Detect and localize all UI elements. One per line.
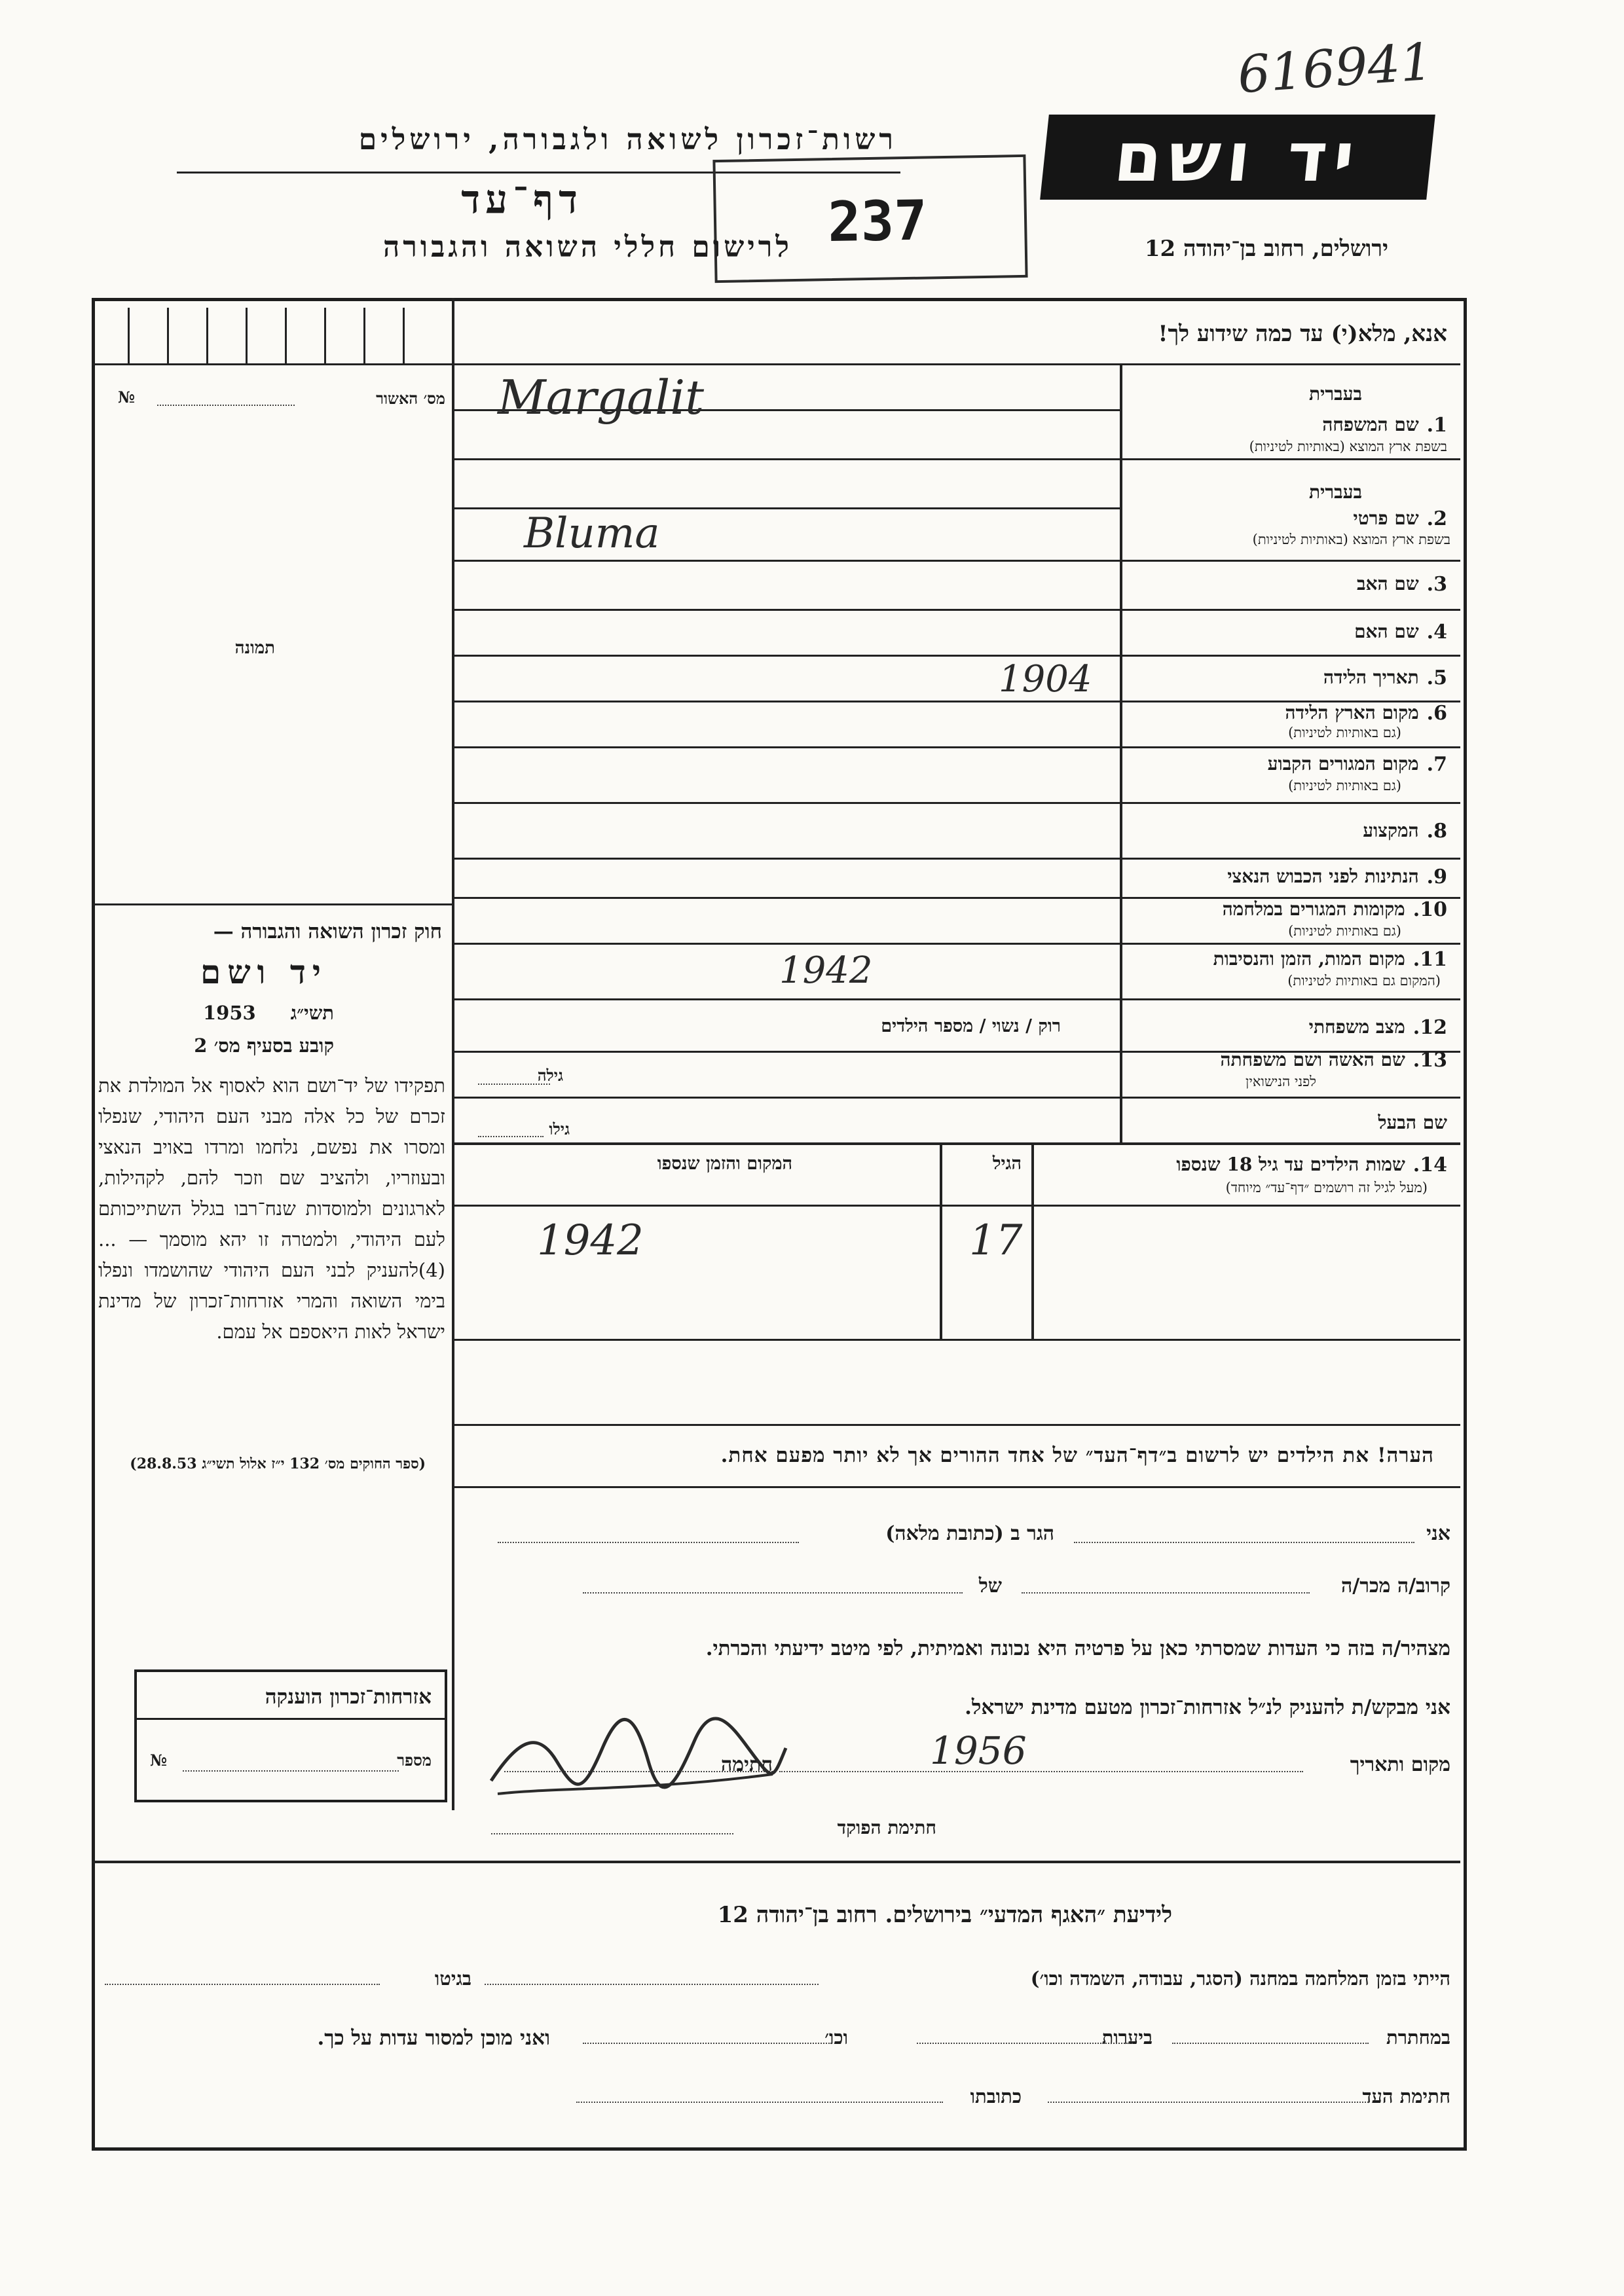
field-6-sub: (גם באותיות לטיניות) <box>1288 725 1401 740</box>
form-subtitle: לרישום חללי השואה והגבורה <box>382 230 792 264</box>
note-top-rule <box>452 1424 1460 1426</box>
field-10-sub: (גם באותיות לטיניות) <box>1288 923 1401 939</box>
wife-age-label: גילה <box>537 1066 563 1085</box>
footer-top-rule <box>92 1861 1460 1863</box>
decl-ani: אני <box>1426 1522 1450 1545</box>
footer-line2c: וכו׳ <box>824 2026 848 2049</box>
footer-line2b: ביערות <box>1101 2026 1153 2049</box>
decl-request: אני מבקש/ת להעניק לנ״ל אזרחות־זכרון מטעם מדינת ישראל. <box>965 1696 1450 1719</box>
birth-date-value: 1904 <box>999 658 1092 701</box>
surname-latin: Margalit <box>498 370 705 425</box>
logo-text: יד ושם <box>1111 117 1365 197</box>
child-death-year: 1942 <box>537 1216 644 1265</box>
authority-line: רשות־זכרון לשואה ולגבורה, ירושלים <box>358 123 897 156</box>
citizenship-box-title: אזרחות־זכרון הוענקה <box>265 1685 432 1709</box>
children-col-age: הגיל <box>992 1154 1022 1174</box>
field-3-label: 3. שם האב <box>1357 573 1447 596</box>
approval-strip-line <box>92 363 453 365</box>
field-2-label: 2. שם פרטי <box>1353 507 1447 530</box>
col-hebrew-2: בעברית <box>1308 481 1362 503</box>
field-1-label: 1. שם המשפחה <box>1322 414 1447 437</box>
field-7-label: 7. מקום המגורים הקבוע <box>1267 753 1447 776</box>
note-text: הערה! את הילדים יש לרשום ב״דף־העד״ של אחד ההורים אך לא יותר מפעם אחת. <box>720 1444 1434 1467</box>
law-source: (ספר החוקים מס׳ 132 י״ז אלול תשי״ג 28.8.53) <box>130 1455 426 1472</box>
law-name: יד ושם <box>200 953 327 991</box>
children-header-rule <box>452 1205 1460 1207</box>
husband-age-label: גילו <box>549 1120 570 1139</box>
field-8-label: 8. המקצוע <box>1363 820 1447 843</box>
first-name-latin: Bluma <box>524 509 660 558</box>
serial-number: 616941 <box>1236 32 1435 105</box>
clerk-signature-label: חתימת הפוקד <box>837 1817 936 1838</box>
witness-signature <box>478 1702 792 1813</box>
yad-vashem-logo <box>1040 115 1435 200</box>
decl-relative: קרוב/ה מכר/ה <box>1341 1575 1450 1597</box>
death-year-value: 1942 <box>779 949 873 992</box>
field-4-label: 4. שם האם <box>1354 621 1447 644</box>
form-title: דף־עד <box>461 177 583 223</box>
children-col-place: המקום והזמן שנספו <box>657 1154 792 1174</box>
law-clause: קובע בסעיף מס׳ 2 <box>194 1034 334 1057</box>
field-9-label: 9. הנתינות לפני הכבוש הנאצי <box>1227 866 1447 888</box>
decl-of: של <box>978 1575 1002 1597</box>
photo-label: תמונה <box>234 638 275 658</box>
children-col-divider-1 <box>1031 1142 1034 1339</box>
decl-statement: מצהיר/ה בזה כי העדות שמסרתי כאן על פרטיה היא נכונה ואמיתית, לפי מיטב ידיעתי והכרתי. <box>705 1637 1450 1660</box>
field-13-label: 13. שם האשה ושם משפחתה <box>1220 1049 1447 1072</box>
field-2-sub: בשפת ארץ המוצא (באותיות לטיניות) <box>1252 532 1450 547</box>
footer-line3a: חתימת העד <box>1362 2085 1450 2107</box>
approval-label: מס׳ האשור <box>376 389 445 408</box>
field-1-sub: בשפת ארץ המוצא (באותיות לטיניות) <box>1249 439 1447 454</box>
law-top-rule <box>92 903 453 905</box>
children-bottom-rule <box>452 1339 1460 1341</box>
law-text: תפקידו של יד־ושם הוא לאסוף אל המולדת את זכרם של כל אלה מבני העם היהודי, שנפלו ומסרו את נפשם, נלחמו ומרדו באויב הנאצי ובעוזריו, ולהציב שם וזכר להם, לקהילות, לארגונים ולמוסדות שנח־רבו בגלל השתייכותם לעם היהודי, ולמטרה זו יהא מוסמך — ...(4)להעניק לבני העם היהודי שהושמדו ונפלו בימי השואה והמרי אזרחות־זכרון של מדינת ישראל לאות היאספם אל עמם. <box>98 1074 445 1343</box>
law-year: 1953 <box>203 1002 256 1024</box>
place-date-label: מקום ותאריך <box>1350 1753 1450 1776</box>
law-title: חוק זכרון השואה והגבורה — <box>213 920 442 943</box>
top-inner-rule <box>452 363 1460 365</box>
child-age-value: 17 <box>969 1216 1023 1265</box>
left-column-divider <box>452 298 454 1810</box>
footer-line3b: כתובתו <box>970 2085 1022 2107</box>
field-13-sub: לפני הנישואין <box>1246 1074 1316 1089</box>
approval-no: № <box>118 388 136 407</box>
signature-label: חתימה <box>721 1753 773 1776</box>
footer-line1a: הייתי בזמן המלחמה במחנה (הסגר, עבודה, השמדה וכו׳) <box>1030 1967 1450 1990</box>
citizenship-no: № <box>150 1751 168 1770</box>
decl-resides: הגר ב (כתובת מלאה) <box>885 1522 1054 1545</box>
label-column-divider <box>1120 363 1122 1142</box>
field-12-label: 12. מצב משפחתי <box>1308 1016 1447 1039</box>
citizenship-number-label: מספר <box>397 1751 432 1770</box>
field-11-label: 11. מקום המות, הזמן והנסיבות <box>1213 948 1447 971</box>
note-bottom-rule <box>452 1486 1460 1488</box>
law-year-he: תשי״ג <box>290 1002 334 1024</box>
field-7-sub: (גם באותיות לטיניות) <box>1288 778 1401 793</box>
field-11-sub: (המקום גם באותיות לטיניות) <box>1287 973 1441 989</box>
footer-line1b: בגיטו <box>434 1967 471 1990</box>
husband-label: שם הבעל <box>1378 1112 1447 1133</box>
field-10-label: 10. מקומות המגורים במלחמה <box>1222 898 1447 921</box>
request-line: אנא, מלא(י) עד כמה שידוע לך! <box>1158 321 1447 347</box>
children-label: 14. שמות הילדים עד גיל 18 שנספו <box>1176 1154 1447 1176</box>
children-col-divider-2 <box>940 1142 942 1339</box>
header-address: ירושלים, רחוב בן־יהודה 12 <box>1144 236 1388 262</box>
marital-status-options: רוק / נשוי / מספר הילדים <box>881 1016 1061 1036</box>
col-hebrew-1: בעברית <box>1308 383 1362 405</box>
approval-field <box>157 405 295 407</box>
footer-line2d: ואני מוכן למסור עדות על כך. <box>317 2026 550 2050</box>
field-6-label: 6. מקום הארץ הלידה <box>1285 702 1447 725</box>
stamp-number: 237 <box>827 188 928 255</box>
citizenship-box <box>134 1669 447 1802</box>
footer-to: לידיעת ״האגף המדעי״ בירושלים. רחוב בן־יהודה 12 <box>717 1902 1172 1928</box>
field-5-label: 5. תאריך הלידה <box>1323 666 1447 689</box>
children-sub: (מעל לגיל זה רושמים ״דף־עד״ מיוחד) <box>1225 1180 1428 1195</box>
footer-line2a: במחתרת <box>1386 2026 1450 2049</box>
declaration-date: 1956 <box>930 1728 1027 1773</box>
